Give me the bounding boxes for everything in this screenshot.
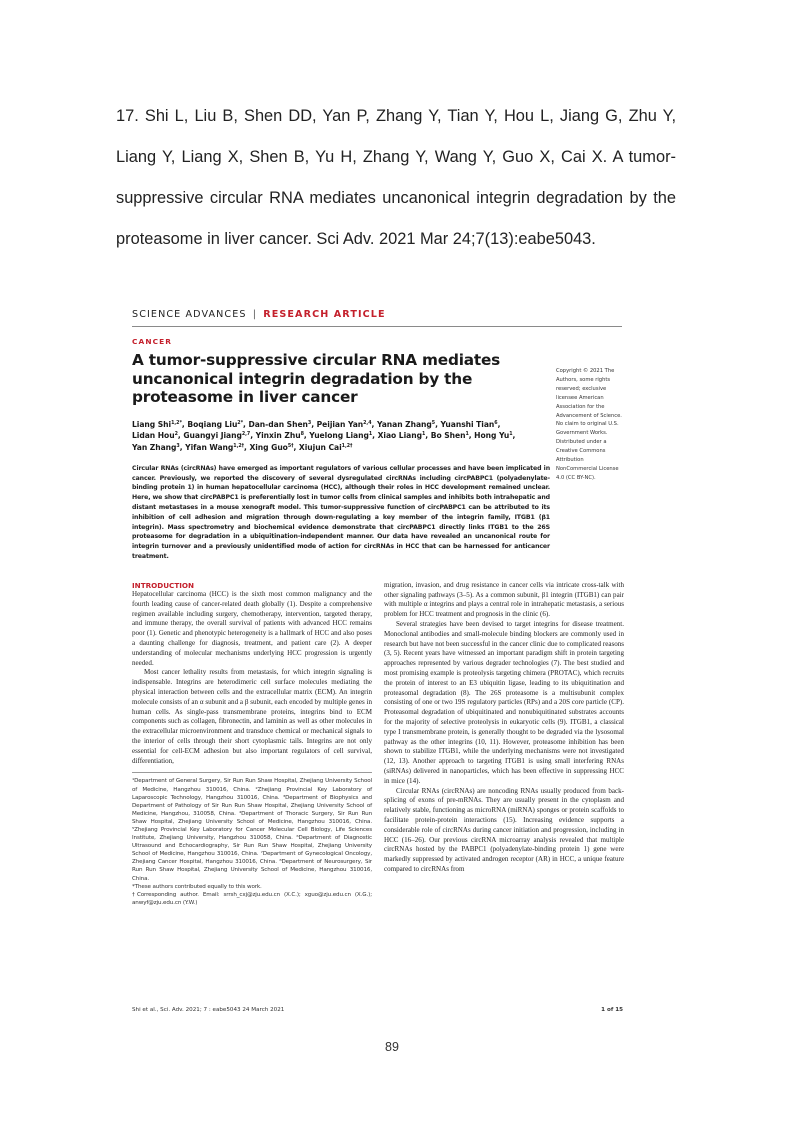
author: Guangyi Jiang$^{2,7}$, <box>183 431 256 441</box>
paragraph: Circular RNAs (circRNAs) are noncoding RNAs usually produced from back-splicing of exons of pre-mRNAs. They are usually present in the cytoplasm and relatively stable, functioning as microRNA (miRNA) sponges or protein scaffolds to facilitate protein-protein interactions (15). Increasing evidence supports a considerable role of circRNAs during cancer initiation and progression, including in HCC (16–26). Our previous circRNA microarray analysis revealed that multiple circRNAs hosted by the PABPC1 (polyadenylate-binding protein 1) gene were markedly suppressed by activated androgen receptor (AR) in HCC, a unique feature compared to circRNAs from <box>384 786 624 873</box>
copyright-notice: Copyright © 2021 The Authors, some rights reserved; exclusive licensee American Association for the Advancement of Science. No claim to original U.S. Government Works. Distributed under a Creative Commons Attribution NonCommercial License 4.0 (CC BY-NC). <box>556 368 622 481</box>
section-tag: CANCER <box>132 337 173 346</box>
reference-citation <box>116 96 676 260</box>
page-number: 89 <box>385 1040 399 1054</box>
author: Liang Shi$^{1,2*}$, <box>132 419 188 429</box>
footer-citation: Shi et al., Sci. Adv. 2021; 7 : eabe5043 24 March 2021 <box>132 1007 285 1013</box>
author: Yan Zhang$^3$, <box>132 443 186 453</box>
equal-contribution-note: *These authors contributed equally to this work. <box>132 883 262 890</box>
paragraph: Most cancer lethality results from metastasis, for which integrin signaling is indispensable. Integrins are heterodimeric cell surface molecules mediating the physical interaction between cells and the extracellular matrix (ECM). An integrin molecule consists of an α subunit and a β subunit, each encoded by multiple genes in human cells. As single-pass transmembrane proteins, integrins bind to ECM components such as collagen, fibronectin, and laminin as well as other molecules in the extracellular microenvironment and transduce chemical or mechanical signals to the interior of cells through their short cytoplasmic tails. Integrins are not only essential for cell-ECM adhesion but also important regulators of cell survival, differentiation, <box>132 668 372 765</box>
body-columns <box>132 581 625 981</box>
journal-header <box>132 309 625 320</box>
author: Yuelong Liang$^1$, <box>309 431 378 441</box>
author: Bo Shen$^1$, <box>430 431 475 441</box>
abstract: Circular RNAs (circRNAs) have emerged as important regulators of various cellular processes and have been implicated in cancer. Previously, we reported the discovery of several dysregulated circRNAs including circPABPC1 (polyadenylate-binding protein 1) in human hepatocellular carcinoma (HCC), although their roles in HCC development remained unclear. Here, we show that circPABPC1 is preferentially lost in tumor cells from clinical samples and inhibits both intrahepatic and distant metastases in a mouse xenograft model. This tumor-suppressive function of circPABPC1 can be attributed to its inhibition of cell adhesion and migration through down-regulating a key member of the integrin family, ITGB1 (β1 integrin). Mass spectrometry and biochemical evidence demonstrate that circPABPC1 directly links ITGB1 to the 26S proteasome for degradation in a ubiquitination-independent manner. Our data have revealed an uncanonical route for integrin turnover and a previously unidentified mode of action for circRNAs in HCC that can be harnessed for anticancer treatment. <box>132 464 550 561</box>
author: Yinxin Zhu$^8$, <box>255 431 310 441</box>
author: Peijian Yan$^{2,4}$, <box>316 419 377 429</box>
header-separator: | <box>252 309 258 320</box>
left-column <box>132 581 372 907</box>
author: Boqiang Liu$^{2*}$, <box>187 419 249 429</box>
affiliations: ¹Department of General Surgery, Sir Run Run Shaw Hospital, Zhejiang University School of Medicine, Hangzhou 310016, China. ²Zhejiang Provincial Key Laboratory of Laparoscopic Technology, Hangzhou 310016, China. ³Department of Biophysics and Department of Pathology of Sir Run Run Shaw Hospital, Zhejiang University School of Medicine, Hangzhou, 310058, China. ⁴Department of Thoracic Surgery, Sir Run Run Shaw Hospital, Zhejiang University School of Medicine, Hangzhou 310016, China. ⁵Zhejiang Provincial Key Laboratory for Cancer Molecular Cell Biology, Life Sciences Institute, Zhejiang University, Hangzhou 310058, China. ⁶Department of Diagnostic Ultrasound and Echocardiography, Sir Run Run Shaw Hospital, Zhejiang University School of Medicine, Hangzhou 310016, China. ⁷Department of Gynecological Oncology, Zhejiang Cancer Hospital, Hangzhou 310016, China. ⁸Department of Neurosurgery, Sir Run Run Shaw Hospital, Zhejiang University School of Medicine, Hangzhou 310016, China. <box>132 778 372 882</box>
author: Xing Guo$^{5\dagger}$, <box>249 443 299 453</box>
article-first-page <box>132 309 625 981</box>
author: Yifan Wang$^{1,2\dagger}$, <box>185 443 250 453</box>
paragraph: Hepatocellular carcinoma (HCC) is the sixth most common malignancy and the fourth leading cause of cancer-related death globally (1). Despite a comprehensive regimen available including surgery, chemotherapy, intervention, targeted therapy, and immune therapy, the overall survival of patients with advanced HCC remains poor (1). Genetic and phenotypic heterogeneity is a hallmark of HCC and also poses a daunting challenge for diagnosis, treatment, and patient care (2). A deeper understanding of molecular mechanisms underlying HCC progression is urgently needed. <box>132 590 372 667</box>
author: Yuanshi Tian$^6$, <box>440 419 501 429</box>
author: Lidan Hou$^2$, <box>132 431 184 441</box>
article-type: RESEARCH ARTICLE <box>263 309 386 320</box>
author: Xiujun Cai$^{1,2\dagger}$ <box>298 443 353 453</box>
footnotes <box>132 777 372 907</box>
header-rule <box>132 326 622 327</box>
journal-name: SCIENCE ADVANCES <box>132 309 247 320</box>
footer-page-count: 1 of 15 <box>601 1007 623 1013</box>
footnote-rule <box>132 772 372 773</box>
paragraph: Several strategies have been devised to target integrins for disease treatment. Monoclonal antibodies and small-molecule binding blockers are commonly used in research but have not been successful in the cancer clinic due to complicated reasons (3, 5). Recent years have witnessed an important paradigm shift in protein targeting approaches represented by various degrader technologies (7). The best studied and most promising example is proteolysis targeting chimera (PROTAC), which recruits the protein of interest to an E3 ubiquitin ligase, leading to its ubiquitination and proteasomal degradation (8). The 26S proteasome is a multisubunit complex consisting of one or two 19S regulatory particles (RPs) and a 20S core particle (CP). Proteasomal degradation of ubiquitinated and nonubiquitinated substrates accounts for the majority of selective proteolysis in eukaryotic cells (9). ITGB1, a classical type I transmembrane protein, is generally thought to be degraded via the lysosomal pathway as the other integrins (10, 11). However, proteasome inhibition has been shown to stabilize ITGB1, while the underlying mechanisms were not investigated (12, 13). Another approach to targeting ITGB1 is using small interfering RNAs (siRNAs) delivered in nanoparticles, which has been effective in suppressing HCC in mice (14). <box>384 620 624 785</box>
corresponding-author-note: †Corresponding author. Email: srrsh_cxj@zju.edu.cn (X.C.); xguo@zju.edu.cn (X.G.); anwyf@zju.edu.cn (Y.W.) <box>132 891 372 906</box>
author: Hong Yu$^1$, <box>474 431 516 441</box>
right-column <box>384 581 624 875</box>
author-list <box>132 419 552 454</box>
introduction-heading: INTRODUCTION <box>132 580 195 590</box>
author: Xiao Liang$^1$, <box>377 431 431 441</box>
paragraph: migration, invasion, and drug resistance in cancer cells via intricate cross-talk with other signaling pathways (3–5). As a common subunit, β1 integrin (ITGB1) can pair with multiple α integrins and plays a central role in intrahepatic metastasis, a serious problem for HCC treatment and prognosis in the clinic (6). <box>384 580 624 619</box>
author: Yanan Zhang$^5$, <box>376 419 441 429</box>
author: Dan-dan Shen$^3$, <box>248 419 317 429</box>
citation-text: 17. Shi L, Liu B, Shen DD, Yan P, Zhang Y, Tian Y, Hou L, Jiang G, Zhu Y, Liang Y, Liang X, Shen B, Yu H, Zhang Y, Wang Y, Guo X, Cai X. A tumor-suppressive circular RNA mediates uncanonical integrin degradation by the proteasome in liver cancer. Sci Adv. 2021 Mar 24;7(13):eabe5043. <box>116 107 676 248</box>
article-title: A tumor-suppressive circular RNA mediates uncanonical integrin degradation by the proteasome in liver cancer <box>132 351 501 406</box>
article-footer <box>132 1007 623 1013</box>
title-block <box>132 337 625 562</box>
